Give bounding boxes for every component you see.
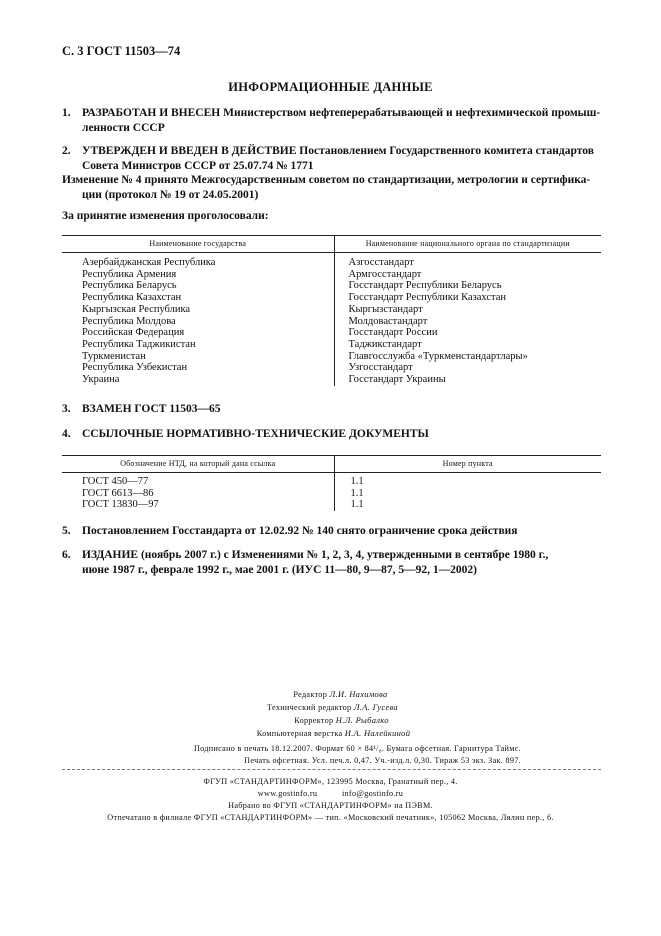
table-row	[62, 351, 601, 363]
printed-info: Отпечатано в филиале ФГУП «СТАНДАРТИНФОРМ» — тип. «Московский печатник», 105062 Москва, Лялин пер., 6.	[107, 813, 554, 822]
agency-cell: Таджикстандарт	[334, 339, 601, 351]
section-text-line: ИЗДАНИЕ (ноябрь 2007 г.) с Изменениями № 1, 2, 3, 4, утвержденными в сентябре 1980 г.,	[82, 549, 549, 561]
credits-block	[0, 688, 661, 740]
section-text-line: ССЫЛОЧНЫЕ НОРМАТИВНО-ТЕХНИЧЕСКИЕ ДОКУМЕНТЫ	[82, 428, 429, 440]
section-number: 5.	[62, 525, 71, 537]
typeset-info: Набрано во ФГУП «СТАНДАРТИНФОРМ» на ПЭВМ.	[228, 801, 433, 810]
table-row	[62, 280, 601, 292]
website-link[interactable]: www.gostinfo.ru	[257, 789, 318, 798]
references-table-body	[62, 473, 601, 512]
section-5	[62, 524, 602, 539]
table-row	[62, 257, 601, 269]
column-header: Номер пункта	[334, 455, 601, 473]
section-text-line: ленности СССР	[82, 121, 165, 134]
table-row	[62, 476, 601, 488]
document-cell: ГОСТ 450—77	[82, 476, 149, 487]
table-row	[62, 316, 601, 328]
agency-cell: Молдовастандарт	[334, 316, 601, 328]
table-row	[62, 292, 601, 304]
votes-table-body	[62, 253, 601, 386]
section-number: 3.	[62, 403, 71, 415]
agency-cell: Азгосстандарт	[334, 257, 601, 269]
country-cell: Республика Беларусь	[82, 280, 177, 292]
publisher-contacts	[0, 789, 661, 798]
credit-tech-editor: Технический редактор Л.А. Гусева	[267, 702, 398, 712]
section-2	[62, 144, 602, 173]
country-cell: Республика Узбекистан	[82, 362, 188, 374]
votes-table	[62, 235, 601, 386]
signed-info: Подписано в печать 18.12.2007. Формат 60 × 84¹/₈. Бумага офсетная. Гарнитура Таймс.	[193, 744, 521, 753]
table-row	[62, 339, 601, 351]
column-header: Наименование национального органа по стандартизации	[334, 235, 601, 253]
document-cell: ГОСТ 6613—86	[82, 487, 154, 499]
section-text-line: Совета Министров СССР от 25.07.74 № 1771	[82, 159, 314, 172]
section-6	[62, 548, 602, 577]
clause-cell: 1.1	[334, 499, 601, 511]
table-row	[62, 269, 601, 281]
credit-layout: Компьютерная верстка И.А. Налейкиной	[256, 728, 411, 738]
divider	[62, 769, 601, 770]
page-header: С. 3 ГОСТ 11503—74	[62, 44, 181, 58]
credit-corrector: Корректор Н.Л. Рыбалко	[294, 715, 389, 725]
references-table	[62, 455, 601, 511]
section-number: 6.	[62, 549, 71, 561]
table-row	[62, 374, 601, 386]
print-info: Печать офсетная. Усл. печ.л. 0,47. Уч.-изд.л. 0,30. Тираж 53 экз. Зак. 897.	[244, 756, 521, 765]
amendment-note	[62, 173, 602, 202]
publisher-address: ФГУП «СТАНДАРТИНФОРМ», 123995 Москва, Гранатный пер., 4.	[203, 777, 458, 786]
country-cell: Азербайджанская Республика	[82, 257, 216, 268]
column-header: Обозначение НТД, на который дана ссылка	[62, 455, 334, 473]
amendment-line: Изменение № 4 принято Межгосударственным советом по стандартизации, метрологии и сертифика-	[62, 174, 591, 186]
clause-cell: 1.1	[334, 488, 601, 500]
credit-editor: Редактор Л.И. Нахимова	[293, 689, 388, 699]
country-cell: Республика Молдова	[82, 315, 176, 327]
section-text-line: УТВЕРЖДЕН И ВВЕДЕН В ДЕЙСТВИЕ Постановлением Государственного комитета стандартов	[82, 145, 594, 157]
section-3	[62, 402, 602, 417]
section-1	[62, 106, 602, 135]
section-4	[62, 427, 602, 442]
table-row	[62, 327, 601, 339]
section-number: 2.	[62, 145, 71, 157]
section-text-line: Постановлением Госстандарта от 12.02.92 № 140 снято ограничение срока действия	[82, 525, 518, 537]
voted-heading: За принятие изменения проголосовали:	[62, 210, 269, 222]
page-title: ИНФОРМАЦИОННЫЕ ДАННЫЕ	[228, 80, 433, 94]
agency-cell: Армгосстандарт	[334, 269, 601, 281]
agency-cell: Госстандарт Республики Казахстан	[334, 292, 601, 304]
section-number: 4.	[62, 428, 71, 440]
agency-cell: Госстандарт России	[334, 327, 601, 339]
agency-cell: Узгосстандарт	[334, 362, 601, 374]
agency-cell: Кыргызстандарт	[334, 304, 601, 316]
country-cell: Республика Казахстан	[82, 292, 182, 304]
clause-cell: 1.1	[334, 476, 601, 488]
table-row	[62, 499, 601, 511]
country-cell: Республика Таджикистан	[82, 338, 196, 350]
section-text-line: ВЗАМЕН ГОСТ 11503—65	[82, 403, 221, 415]
column-header: Наименование государства	[62, 235, 334, 253]
country-cell: Республика Армения	[82, 268, 177, 280]
agency-cell: Главгосслужба «Туркменстандартлары»	[334, 351, 601, 363]
country-cell: Украина	[82, 374, 120, 386]
document-cell: ГОСТ 13830—97	[82, 499, 159, 511]
table-row	[62, 362, 601, 374]
section-text-line: РАЗРАБОТАН И ВНЕСЕН Министерством нефтеперерабатывающей и нефтехимической промыш-	[82, 107, 601, 119]
agency-cell: Госстандарт Республики Беларусь	[334, 280, 601, 292]
email-link[interactable]: info@gostinfo.ru	[341, 789, 404, 798]
section-text-line: июне 1987 г., феврале 1992 г., мае 2001 г. (ИУС 11—80, 9—87, 5—92, 1—2002)	[82, 563, 477, 576]
country-cell: Туркменистан	[82, 350, 146, 362]
table-row	[62, 304, 601, 316]
section-number: 1.	[62, 107, 71, 119]
amendment-line: ции (протокол № 19 от 24.05.2001)	[82, 188, 259, 201]
table-row	[62, 488, 601, 500]
agency-cell: Госстандарт Украины	[334, 374, 601, 386]
country-cell: Кыргызская Республика	[82, 303, 191, 315]
country-cell: Российская Федерация	[82, 327, 185, 339]
